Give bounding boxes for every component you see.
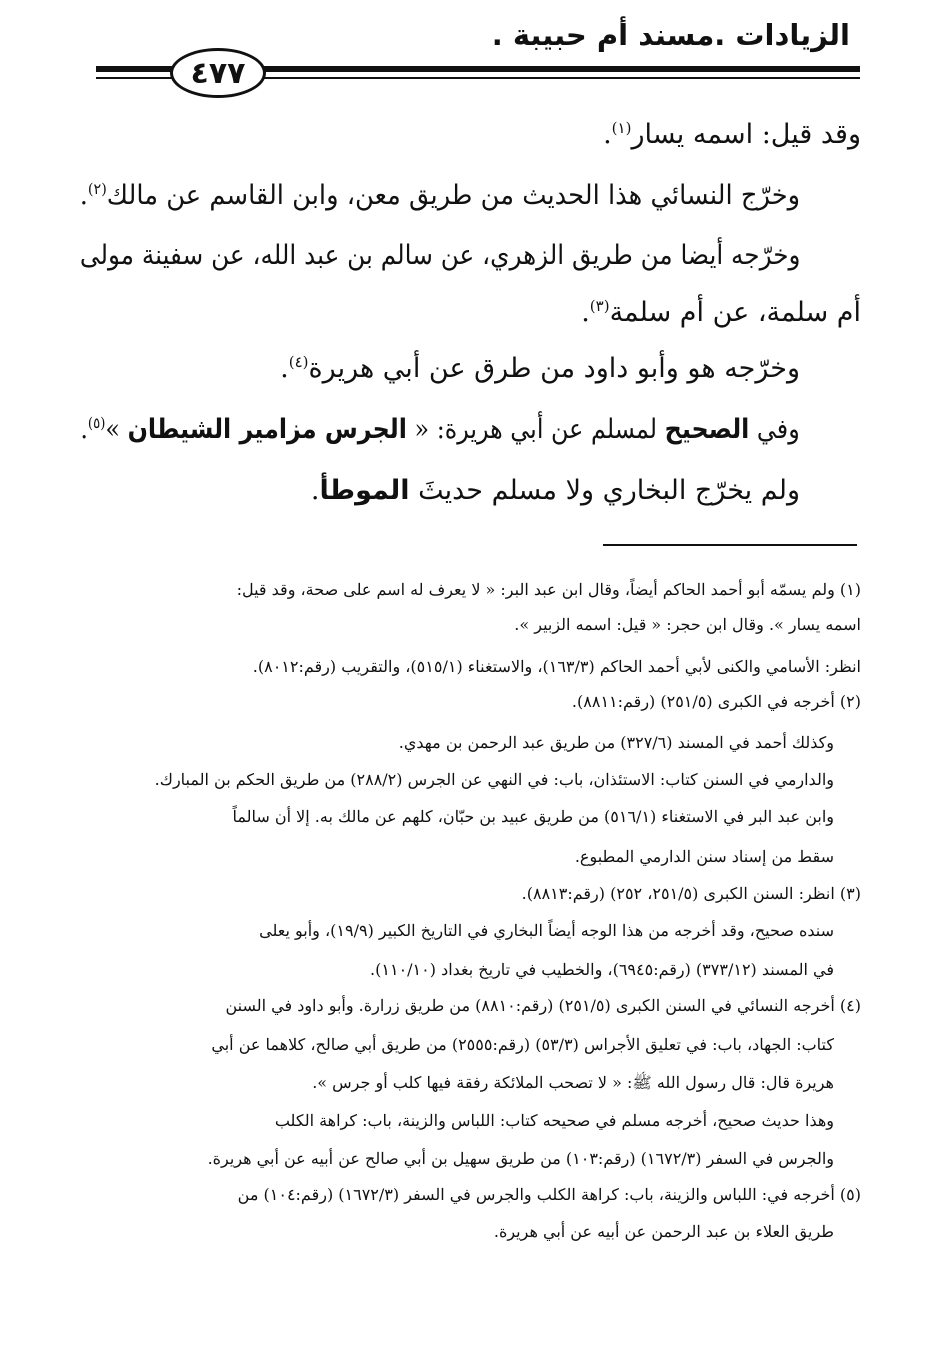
running-header-title: الزيادات .مسند أم حبيبة . bbox=[491, 18, 850, 52]
footnote-2-line-3: والدارمي في السنن كتاب: الاستئذان، باب: في النهي عن الجرس (٢٨٨/٢) من طريق الحكم بن المبارك. bbox=[154, 770, 834, 789]
page-number-text: ٤٧٧ bbox=[190, 55, 246, 91]
main-text: وخرّجه هو وأبو داود من طرق عن أبي هريرة bbox=[308, 353, 800, 384]
footnote-3-line-1: (٣) انظر: السنن الكبرى (٢٥١/٥، ٢٥٢) (رقم:٨٨١٣). bbox=[521, 884, 861, 903]
main-paragraph-3-line-1 bbox=[80, 236, 800, 276]
main-text: . bbox=[280, 353, 289, 384]
footnote-2-line-1: (٢) أخرجه في الكبرى (٢٥١/٥) (رقم:٨٨١١). bbox=[571, 692, 861, 711]
footnote-marker[interactable]: (٢) bbox=[87, 180, 107, 198]
footnote-marker[interactable]: (١) bbox=[611, 119, 632, 137]
footnote-4-line-5: والجرس في السفر (١٦٧٢/٣) (رقم:١٠٣) من طريق سهيل بن أبي صالح عن أبيه عن أبي هريرة. bbox=[207, 1149, 834, 1168]
main-paragraph-5 bbox=[81, 410, 800, 450]
main-text: لمسلم عن أبي هريرة: « bbox=[414, 414, 658, 445]
main-paragraph-1 bbox=[603, 115, 861, 155]
main-text: وقد قيل: اسمه يسار bbox=[631, 119, 861, 150]
footnote-1-line-1: (١) ولم يسمّه أبو أحمد الحاكم أيضاً، وقال ابن عبد البر: « لا يعرف له اسم على صحة، وقد قيل: bbox=[236, 580, 861, 599]
footnote-1-line-2: اسمه يسار ». وقال ابن حجر: « قيل: اسمه الزبير ». bbox=[514, 615, 861, 634]
main-text: . bbox=[79, 180, 88, 211]
footnote-marker[interactable]: (٣) bbox=[589, 297, 610, 315]
main-text: أم سلمة، عن أم سلمة bbox=[609, 297, 861, 328]
footnote-4-line-2: كتاب: الجهاد، باب: في تعليق الأجراس (٥٣/٣) (رقم:٢٥٥٥) من طريق أبي صالح، كلاهما عن أبي bbox=[211, 1035, 834, 1054]
footnote-3-line-2: سنده صحيح، وقد أخرجه من هذا الوجه أيضاً البخاري في التاريخ الكبير (١٩/٩)، وأبو يعلى bbox=[259, 921, 834, 940]
main-paragraph-3-line-2 bbox=[581, 293, 861, 333]
main-text: وفي bbox=[757, 414, 800, 445]
book-title-bold: الصحيح bbox=[664, 414, 750, 445]
footnote-5-line-2: طريق العلاء بن عبد الرحمن عن أبيه عن أبي هريرة. bbox=[493, 1222, 834, 1241]
footnote-2-line-5: سقط من إسناد سنن الدارمي المطبوع. bbox=[574, 847, 834, 866]
main-text: وخرّج النسائي هذا الحديث من طريق معن، وابن القاسم عن مالك bbox=[106, 180, 800, 211]
footnote-1-line-3: انظر: الأسامي والكنى لأبي أحمد الحاكم (١٦٣/٣)، والاستغناء (٥١٥/١)، والتقريب (رقم:٨٠١٢). bbox=[252, 657, 861, 676]
main-text: » bbox=[105, 414, 121, 445]
footnote-separator bbox=[603, 544, 857, 546]
main-text: . bbox=[80, 414, 89, 445]
footnote-5-line-1: (٥) أخرجه في: اللباس والزينة، باب: كراهة الكلب والجرس في السفر (١٦٧٢/٣) (رقم:١٠٤) من bbox=[237, 1185, 861, 1204]
main-paragraph-4 bbox=[280, 349, 800, 389]
footnote-3-line-3: في المسند (٣٧٣/١٢) (رقم:٦٩٤٥)، والخطيب في تاريخ بغداد (١١٠/١٠). bbox=[370, 960, 834, 979]
main-text: . bbox=[581, 297, 590, 328]
footnote-2-line-2: وكذلك أحمد في المسند (٣٢٧/٦) من طريق عبد الرحمن بن مهدي. bbox=[398, 733, 834, 752]
book-title-bold: الموطأ bbox=[319, 475, 410, 506]
main-text: وخرّجه أيضا من طريق الزهري، عن سالم بن عبد الله، عن سفينة مولى bbox=[79, 240, 800, 271]
main-text: ولم يخرّج البخاري ولا مسلم حديثَ bbox=[418, 475, 800, 506]
main-text: . bbox=[310, 475, 320, 506]
footnote-4-line-3: هريرة قال: قال رسول الله ﷺ: « لا تصحب الملائكة رفقة فيها كلب أو جرس ». bbox=[312, 1073, 834, 1092]
main-paragraph-2 bbox=[80, 176, 800, 216]
footnote-2-line-4: وابن عبد البر في الاستغناء (٥١٦/١) من طريق عبيد بن حبّان، كلهم عن مالك به. إلا أن سالماً bbox=[232, 807, 834, 826]
main-text: . bbox=[603, 119, 612, 150]
main-paragraph-6 bbox=[311, 471, 800, 511]
hadith-quote-bold: الجرس مزامير الشيطان bbox=[127, 414, 408, 445]
footnote-marker[interactable]: (٤) bbox=[288, 353, 309, 371]
footnote-4-line-1: (٤) أخرجه النسائي في السنن الكبرى (٢٥١/٥) (رقم:٨٨١٠) من طريق زرارة. وأبو داود في السنن bbox=[225, 996, 861, 1015]
page-number bbox=[170, 48, 266, 98]
footnote-marker[interactable]: (٥) bbox=[88, 414, 106, 432]
footnote-4-line-4: وهذا حديث صحيح، أخرجه مسلم في صحيحه كتاب: اللباس والزينة، باب: كراهة الكلب bbox=[274, 1111, 834, 1130]
